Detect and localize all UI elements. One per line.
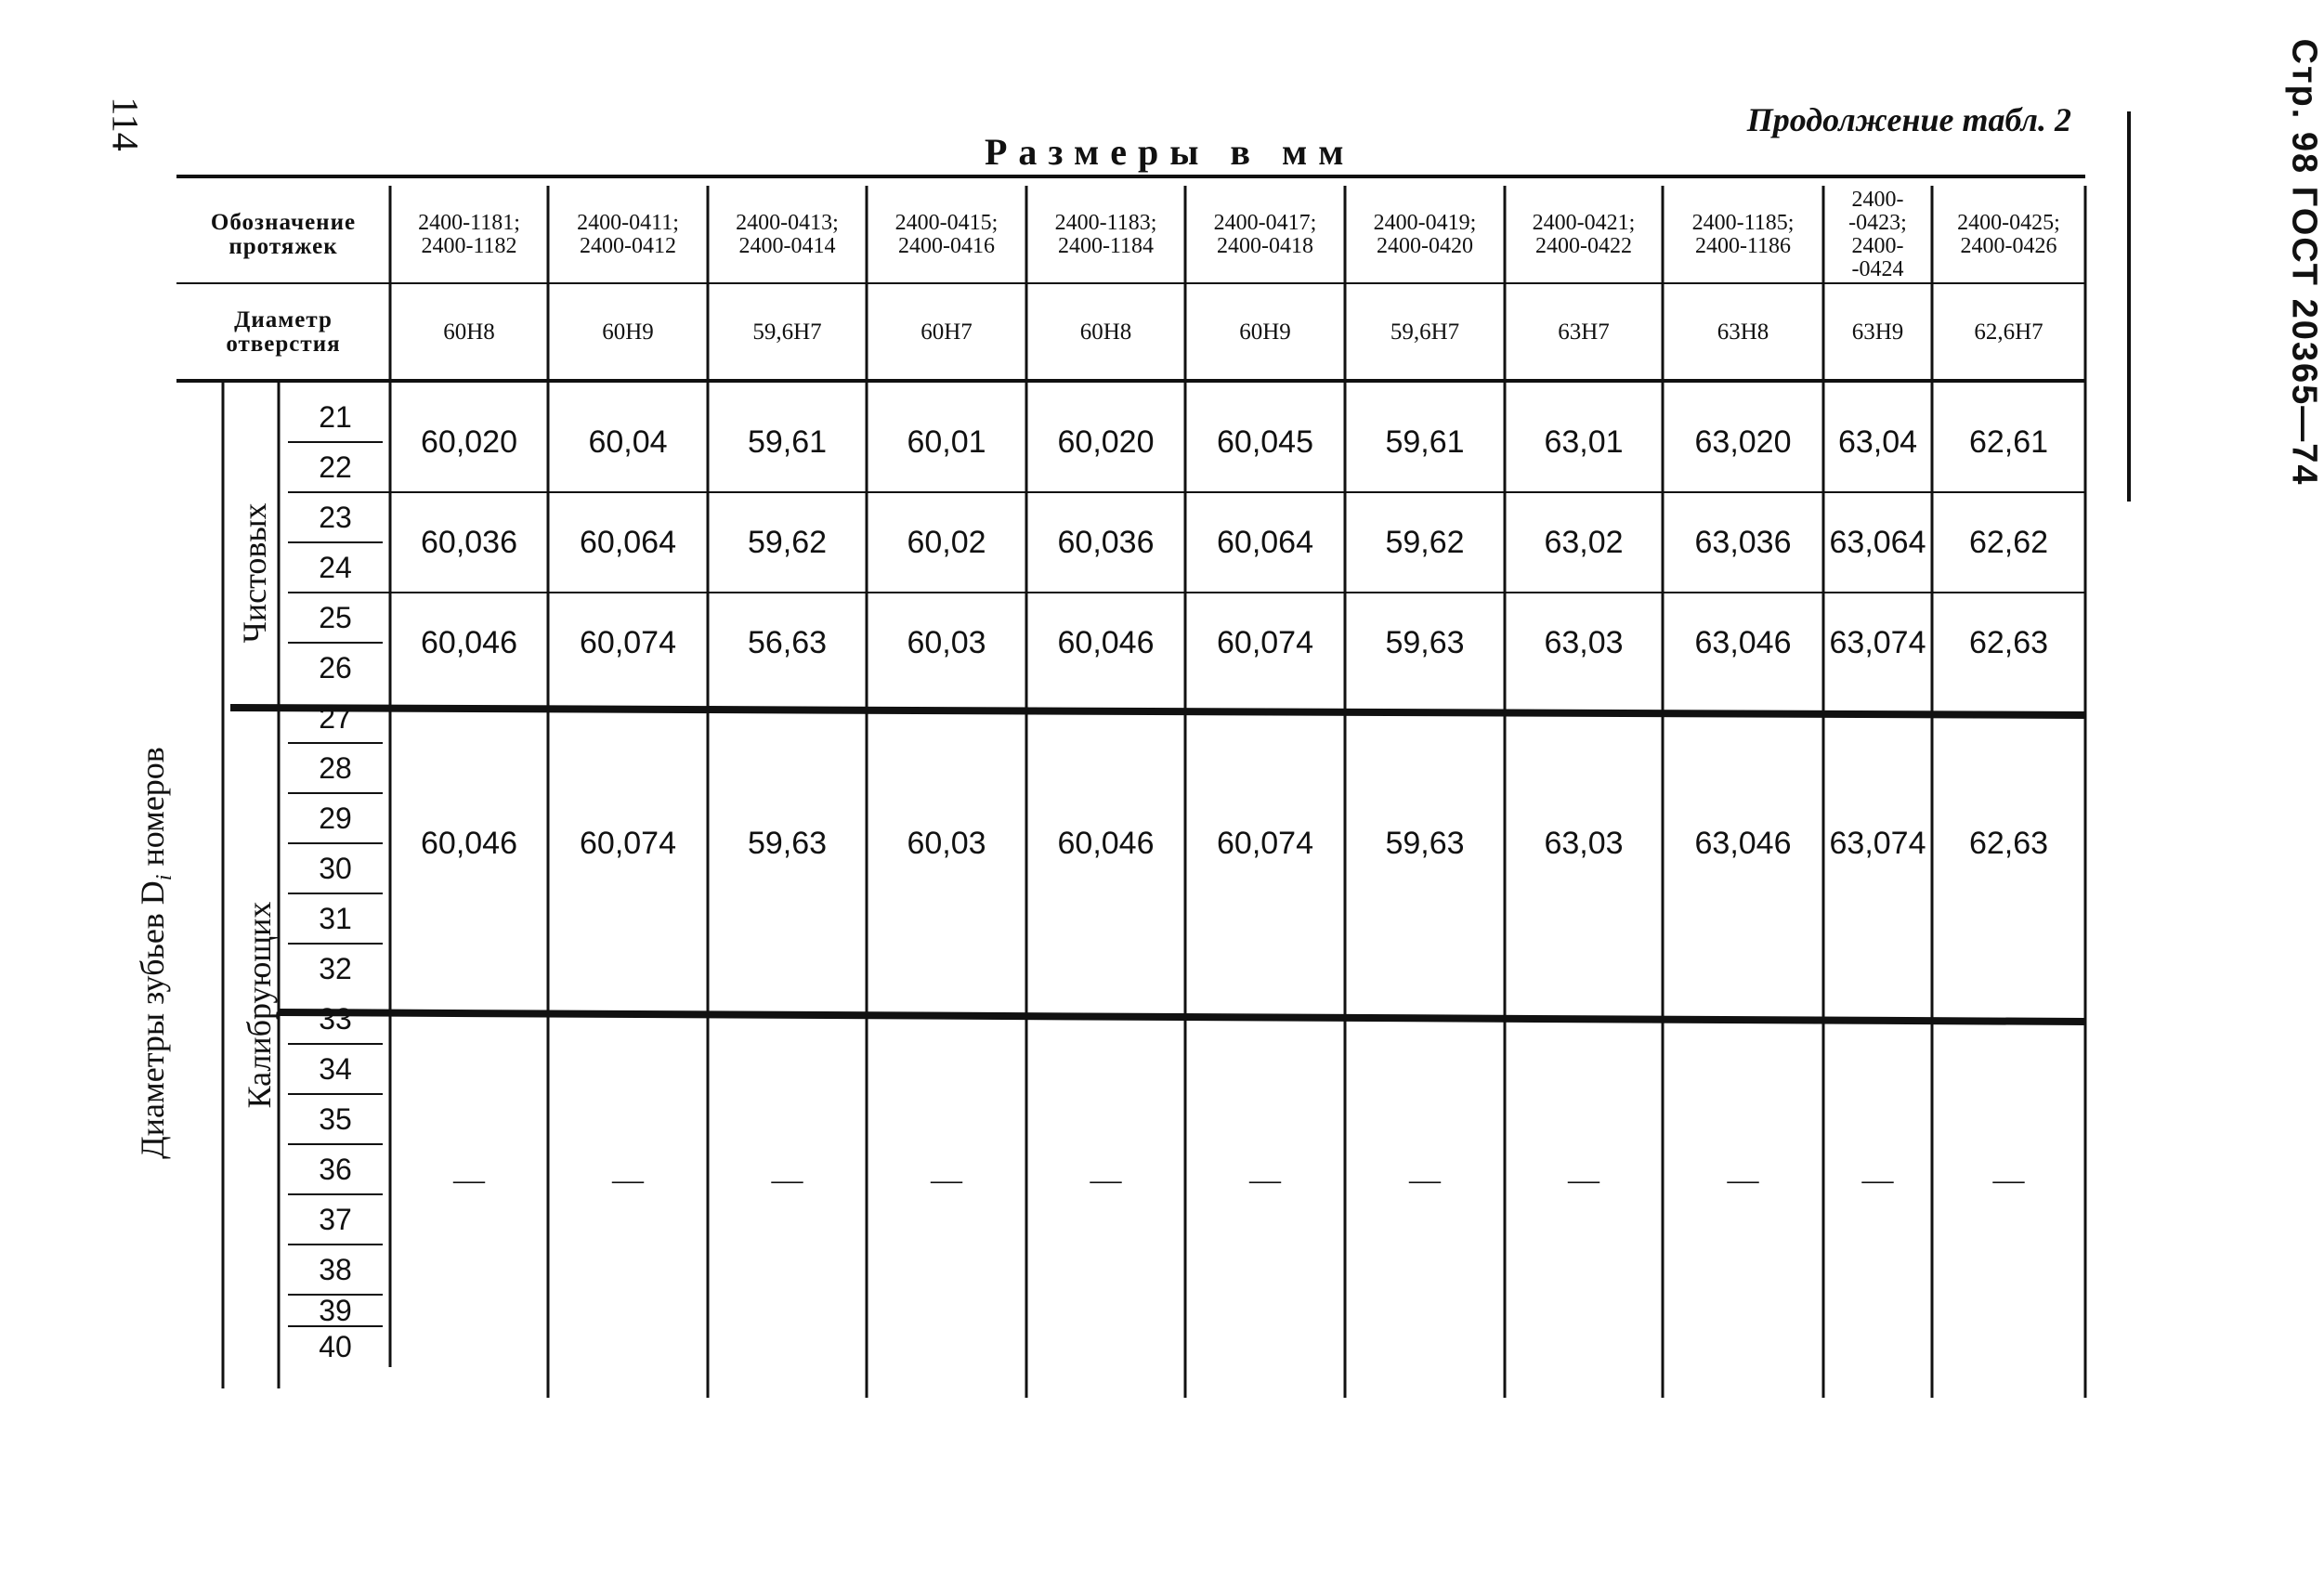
hole-diameter: 63H8 <box>1717 319 1769 345</box>
broach-designation: 2400-0419; 2400-0420 <box>1373 210 1477 258</box>
broach-designation: 2400-0415; 2400-0416 <box>894 210 999 258</box>
value-cell: 63,01 <box>1544 424 1624 460</box>
value-cell: 60,036 <box>1057 524 1155 560</box>
row-number: 35 <box>319 1101 352 1136</box>
value-cell: 60,064 <box>1217 524 1313 560</box>
value-cell: 60,03 <box>907 825 986 861</box>
header-designation-label: Обозначение протяжек <box>210 209 357 259</box>
value-cell: 60,020 <box>1057 424 1155 460</box>
row-number: 31 <box>319 901 352 935</box>
value-cell: 63,046 <box>1694 825 1792 861</box>
row-number: 24 <box>319 550 352 584</box>
value-cell: — <box>1992 1163 2025 1197</box>
value-cell: 59,63 <box>747 825 828 861</box>
row-number: 33 <box>319 1001 352 1036</box>
value-cell: 63,02 <box>1544 524 1624 560</box>
value-cell: — <box>931 1163 962 1197</box>
row-number: 25 <box>319 600 352 634</box>
value-cell: 63,04 <box>1837 424 1918 460</box>
page-number: 114 <box>104 97 147 151</box>
hole-diameter: 60H8 <box>443 319 495 345</box>
value-cell: 60,03 <box>907 624 986 660</box>
row-number: 36 <box>319 1152 352 1186</box>
broach-designation: 2400-0421; 2400-0422 <box>1532 210 1636 258</box>
value-cell: 60,04 <box>588 424 668 460</box>
value-cell: 60,020 <box>421 424 517 460</box>
value-cell: 63,046 <box>1694 624 1792 660</box>
broach-designation: 2400-1185; 2400-1186 <box>1691 210 1795 258</box>
hole-diameter: 59,6H7 <box>752 319 822 345</box>
value-cell: 63,064 <box>1829 524 1926 560</box>
hole-diameter: 59,6H7 <box>1390 319 1460 345</box>
value-cell: 60,046 <box>1057 825 1155 861</box>
value-cell: 60,064 <box>580 524 676 560</box>
value-cell: 60,074 <box>580 624 676 660</box>
value-cell: 60,036 <box>421 524 517 560</box>
row-number: 38 <box>319 1252 352 1286</box>
value-cell: 63,03 <box>1544 624 1624 660</box>
header-diameter-label: Диаметр отверстия <box>226 306 341 357</box>
value-cell: 60,046 <box>421 624 517 660</box>
value-cell: 62,61 <box>1968 424 2049 460</box>
value-cell: — <box>771 1163 803 1197</box>
value-cell: 59,63 <box>1385 825 1465 861</box>
hole-diameter: 60H9 <box>602 319 654 345</box>
value-cell: 63,074 <box>1829 825 1926 861</box>
value-cell: 60,01 <box>907 424 986 460</box>
row-number: 40 <box>319 1329 352 1363</box>
row-number: 29 <box>319 801 352 835</box>
row-number: 27 <box>319 700 352 735</box>
value-cell: — <box>612 1163 644 1197</box>
value-cell: 59,61 <box>1385 424 1465 460</box>
value-cell: 60,046 <box>421 825 517 861</box>
group-label-calibrating: Калибрующих <box>241 901 278 1109</box>
value-cell: 63,074 <box>1829 624 1926 660</box>
value-cell: — <box>1568 1163 1599 1197</box>
value-cell: 59,62 <box>747 524 828 560</box>
value-cell: 60,045 <box>1217 424 1313 460</box>
value-cell: 59,63 <box>1385 624 1465 660</box>
row-number: 21 <box>319 399 352 434</box>
value-cell: — <box>1727 1163 1759 1197</box>
value-cell: 63,020 <box>1694 424 1792 460</box>
hole-diameter: 60H7 <box>920 319 973 345</box>
value-cell: 60,074 <box>1217 825 1313 861</box>
row-number: 26 <box>319 650 352 684</box>
hole-diameter: 63H9 <box>1851 319 1904 345</box>
value-cell: — <box>1090 1163 1122 1197</box>
value-cell: — <box>1409 1163 1441 1197</box>
row-number: 28 <box>319 750 352 785</box>
value-cell: 62,63 <box>1968 624 2049 660</box>
hole-diameter: 62,6H7 <box>1974 319 2043 345</box>
table-continuation-label: Продолжение табл. 2 <box>1746 101 2071 138</box>
value-cell: 59,61 <box>747 424 828 460</box>
row-number: 32 <box>319 951 352 985</box>
value-cell: 56,63 <box>747 624 828 660</box>
hole-diameter: 60H8 <box>1079 319 1132 345</box>
units-caption: Размеры в мм <box>985 131 1355 173</box>
value-cell: — <box>1861 1163 1894 1197</box>
group-label-finishing: Чистовых <box>236 502 273 644</box>
value-cell: 62,63 <box>1968 825 2049 861</box>
hole-diameter: 60H9 <box>1239 319 1291 345</box>
broach-designation: 2400- -0423; 2400- -0424 <box>1848 187 1907 281</box>
broach-designation: 2400-0417; 2400-0418 <box>1213 210 1317 258</box>
row-number: 23 <box>319 500 352 534</box>
value-cell: 60,046 <box>1057 624 1155 660</box>
value-cell: — <box>1249 1163 1281 1197</box>
broach-designation: 2400-0425; 2400-0426 <box>1957 210 2060 258</box>
value-cell: 63,03 <box>1544 825 1624 861</box>
group-label-tooth-diameters: Диаметры зубьев $D_i$ номеров <box>134 747 177 1159</box>
row-number: 39 <box>319 1293 352 1327</box>
row-number: 30 <box>319 851 352 885</box>
value-cell: 60,074 <box>1217 624 1313 660</box>
value-cell: 60,02 <box>907 524 986 560</box>
value-cell: 63,036 <box>1694 524 1792 560</box>
broach-designation: 2400-0413; 2400-0414 <box>736 210 839 258</box>
row-number: 22 <box>319 450 352 484</box>
hole-diameter: 63H7 <box>1558 319 1610 345</box>
row-number: 34 <box>319 1051 352 1086</box>
value-cell: 59,62 <box>1385 524 1465 560</box>
broach-designation: 2400-1183; 2400-1184 <box>1054 210 1157 258</box>
broach-designation: 2400-0411; 2400-0412 <box>577 210 679 258</box>
value-cell: 60,074 <box>580 825 676 861</box>
value-cell: — <box>453 1163 485 1197</box>
value-cell: 62,62 <box>1968 524 2049 560</box>
document-side-title: Стр. 98 ГОСТ 20365—74 <box>2284 38 2324 487</box>
broach-designation: 2400-1181; 2400-1182 <box>418 210 520 258</box>
row-number: 37 <box>319 1202 352 1236</box>
